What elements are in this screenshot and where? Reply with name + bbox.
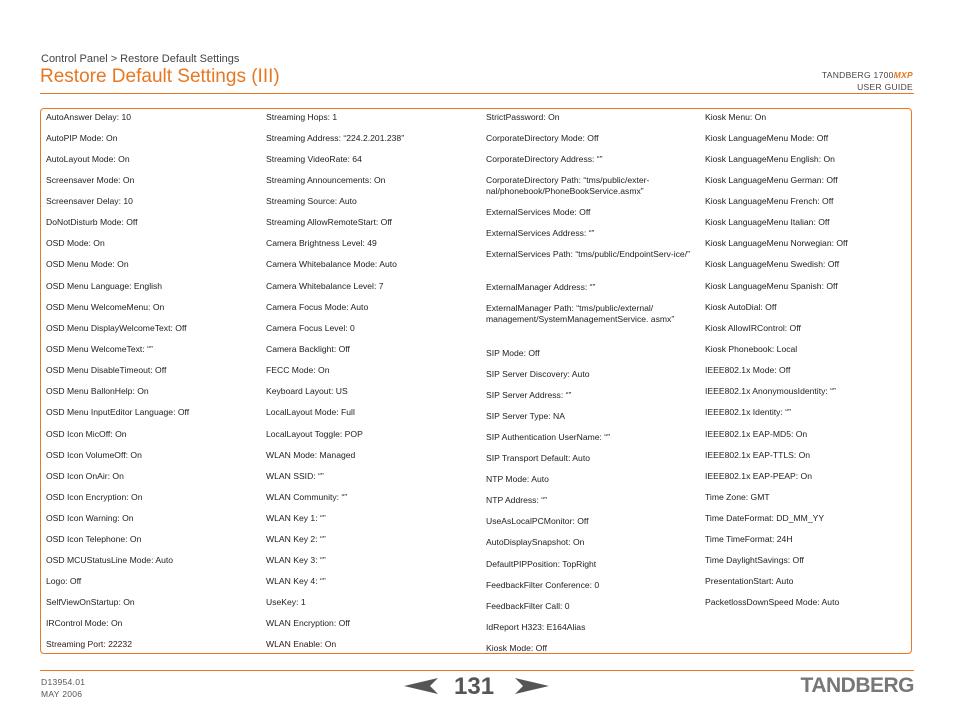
setting-entry: WLAN Key 4: “”	[266, 576, 326, 586]
setting-entry: Camera Whitebalance Mode: Auto	[266, 259, 397, 269]
setting-entry: UseKey: 1	[266, 597, 306, 607]
setting-entry: Camera Focus Level: 0	[266, 323, 355, 333]
setting-entry: Kiosk Menu: On	[705, 112, 767, 122]
setting-entry: SelfViewOnStartup: On	[46, 597, 135, 607]
setting-entry: Time DaylightSavings: Off	[705, 555, 804, 565]
setting-entry: Kiosk Mode: Off	[486, 643, 547, 653]
setting-entry: Camera Brightness Level: 49	[266, 238, 377, 248]
setting-entry: IdReport H323: E164Alias	[486, 622, 586, 632]
setting-entry: ExternalServices Mode: Off	[486, 207, 591, 217]
setting-entry: AutoLayout Mode: On	[46, 154, 130, 164]
setting-entry: Screensaver Delay: 10	[46, 196, 133, 206]
setting-entry: SIP Mode: Off	[486, 348, 540, 358]
setting-entry: Kiosk LanguageMenu German: Off	[705, 175, 838, 185]
setting-entry: OSD Icon VolumeOff: On	[46, 450, 142, 460]
document-info	[41, 676, 85, 700]
setting-entry: CorporateDirectory Path: “tms/public/exter-nal/phonebook/PhoneBookService.asmx”	[486, 175, 650, 196]
setting-entry: OSD Menu Mode: On	[46, 259, 129, 269]
setting-entry: WLAN Key 2: “”	[266, 534, 326, 544]
product-label	[822, 69, 913, 93]
setting-entry: Kiosk LanguageMenu Swedish: Off	[705, 259, 840, 269]
setting-entry: Logo: Off	[46, 576, 82, 586]
setting-entry: OSD Menu InputEditor Language: Off	[46, 407, 190, 417]
setting-entry: ExternalManager Address: “”	[486, 282, 596, 292]
setting-entry: OSD Menu WelcomeText: “”	[46, 344, 153, 354]
setting-entry: Streaming VideoRate: 64	[266, 154, 362, 164]
guide-label: USER GUIDE	[857, 82, 913, 92]
setting-entry: Kiosk LanguageMenu Mode: Off	[705, 133, 829, 143]
setting-entry: Time DateFormat: DD_MM_YY	[705, 513, 825, 523]
setting-entry: FeedbackFilter Conference: 0	[486, 580, 600, 590]
setting-entry: OSD Icon Telephone: On	[46, 534, 142, 544]
setting-entry: NTP Mode: Auto	[486, 474, 549, 484]
product-name: TANDBERG 1700	[821, 70, 894, 80]
setting-entry: OSD MCUStatusLine Mode: Auto	[46, 555, 174, 565]
setting-entry: IEEE802.1x Identity: “”	[705, 407, 791, 417]
setting-entry: WLAN Community: “”	[266, 492, 348, 502]
setting-entry: DoNotDisturb Mode: Off	[46, 217, 138, 227]
setting-entry: Streaming Port: 22232	[46, 639, 132, 649]
setting-entry: SIP Authentication UserName: “”	[486, 432, 611, 442]
setting-entry: Time Zone: GMT	[705, 492, 770, 502]
setting-entry: SIP Transport Default: Auto	[486, 453, 590, 463]
setting-entry: OSD Menu WelcomeMenu: On	[46, 302, 165, 312]
page-title: Restore Default Settings (III)	[40, 66, 280, 87]
setting-entry: IEEE802.1x EAP-TTLS: On	[705, 450, 811, 460]
page-number: 131	[454, 673, 495, 700]
setting-entry: Keyboard Layout: US	[266, 386, 348, 396]
setting-entry: PacketlossDownSpeed Mode: Auto	[705, 597, 840, 607]
setting-entry: WLAN SSID: “”	[266, 471, 324, 481]
setting-entry: NTP Address: “”	[486, 495, 547, 505]
setting-entry: Camera Whitebalance Level: 7	[266, 281, 384, 291]
setting-entry: Kiosk LanguageMenu English: On	[705, 154, 835, 164]
setting-entry: StrictPassword: On	[486, 112, 560, 122]
setting-entry: OSD Menu DisplayWelcomeText: Off	[46, 323, 187, 333]
setting-entry: LocalLayout Mode: Full	[266, 407, 355, 417]
setting-entry: Kiosk LanguageMenu Italian: Off	[705, 217, 830, 227]
document-id: D13954.01	[41, 677, 86, 687]
setting-entry: UseAsLocalPCMonitor: Off	[486, 516, 589, 526]
setting-entry: CorporateDirectory Mode: Off	[486, 133, 599, 143]
setting-entry: Kiosk AllowIRControl: Off	[705, 323, 801, 333]
setting-entry: ExternalServices Address: “”	[486, 228, 595, 238]
setting-entry: Camera Focus Mode: Auto	[266, 302, 369, 312]
setting-entry: Kiosk LanguageMenu French: Off	[705, 196, 834, 206]
setting-entry: WLAN Enable: On	[266, 639, 337, 649]
setting-entry: Kiosk LanguageMenu Norwegian: Off	[705, 238, 848, 248]
setting-entry: Streaming Announcements: On	[266, 175, 386, 185]
tandberg-logo: TANDBERG	[800, 674, 914, 697]
setting-entry: IEEE802.1x EAP-PEAP: On	[705, 471, 812, 481]
setting-entry: SIP Server Address: “”	[486, 390, 572, 400]
setting-entry: SIP Server Discovery: Auto	[486, 369, 590, 379]
setting-entry: IRControl Mode: On	[46, 618, 123, 628]
setting-entry: WLAN Key 3: “”	[266, 555, 326, 565]
setting-entry: OSD Icon OnAir: On	[46, 471, 124, 481]
settings-list-box	[40, 108, 912, 654]
setting-entry: WLAN Key 1: “”	[266, 513, 326, 523]
setting-entry: Streaming Hops: 1	[266, 112, 338, 122]
setting-entry: OSD Icon Warning: On	[46, 513, 134, 523]
setting-entry: WLAN Mode: Managed	[266, 450, 356, 460]
footer-divider	[40, 670, 914, 671]
setting-entry: FECC Mode: On	[266, 365, 330, 375]
setting-entry: OSD Icon MicOff: On	[46, 429, 127, 439]
setting-entry: Streaming Source: Auto	[266, 196, 357, 206]
setting-entry: Time TimeFormat: 24H	[705, 534, 793, 544]
previous-page-arrow-icon[interactable]	[404, 678, 438, 694]
setting-entry: Camera Backlight: Off	[266, 344, 350, 354]
setting-entry: AutoPIP Mode: On	[46, 133, 118, 143]
document-date: MAY 2006	[41, 689, 83, 699]
setting-entry: OSD Menu BallonHelp: On	[46, 386, 149, 396]
setting-entry: CorporateDirectory Address: “”	[486, 154, 603, 164]
setting-entry: OSD Menu DisableTimeout: Off	[46, 365, 167, 375]
setting-entry: IEEE802.1x Mode: Off	[705, 365, 791, 375]
setting-entry: WLAN Encryption: Off	[266, 618, 350, 628]
setting-entry: FeedbackFilter Call: 0	[486, 601, 570, 611]
breadcrumb[interactable]: Control Panel > Restore Default Settings	[41, 53, 240, 65]
setting-entry: OSD Mode: On	[46, 238, 105, 248]
setting-entry: DefaultPIPPosition: TopRight	[486, 559, 597, 569]
next-page-arrow-icon[interactable]	[515, 678, 549, 694]
header-divider	[40, 93, 914, 94]
setting-entry: Kiosk Phonebook: Local	[705, 344, 798, 354]
setting-entry: IEEE802.1x EAP-MD5: On	[705, 429, 808, 439]
setting-entry: OSD Icon Encryption: On	[46, 492, 143, 502]
setting-entry: ExternalManager Path: “tms/public/external/ management/SystemManagementService. asmx”	[486, 303, 675, 324]
setting-entry: OSD Menu Language: English	[46, 281, 163, 291]
setting-entry: ExternalServices Path: “tms/public/EndpointServ-ice/”	[486, 249, 690, 259]
setting-entry: Screensaver Mode: On	[46, 175, 135, 185]
setting-entry: Kiosk LanguageMenu Spanish: Off	[705, 281, 838, 291]
setting-entry: IEEE802.1x AnonymousIdentity: “”	[705, 386, 836, 396]
product-suffix: MXP	[893, 70, 913, 80]
setting-entry: Streaming Address: “224.2.201.238”	[266, 133, 405, 143]
setting-entry: Streaming AllowRemoteStart: Off	[266, 217, 392, 227]
setting-entry: Kiosk AutoDial: Off	[705, 302, 777, 312]
setting-entry: PresentationStart: Auto	[705, 576, 794, 586]
setting-entry: AutoDisplaySnapshot: On	[486, 537, 585, 547]
setting-entry: AutoAnswer Delay: 10	[46, 112, 132, 122]
setting-entry: LocalLayout Toggle: POP	[266, 429, 363, 439]
setting-entry: SIP Server Type: NA	[486, 411, 565, 421]
